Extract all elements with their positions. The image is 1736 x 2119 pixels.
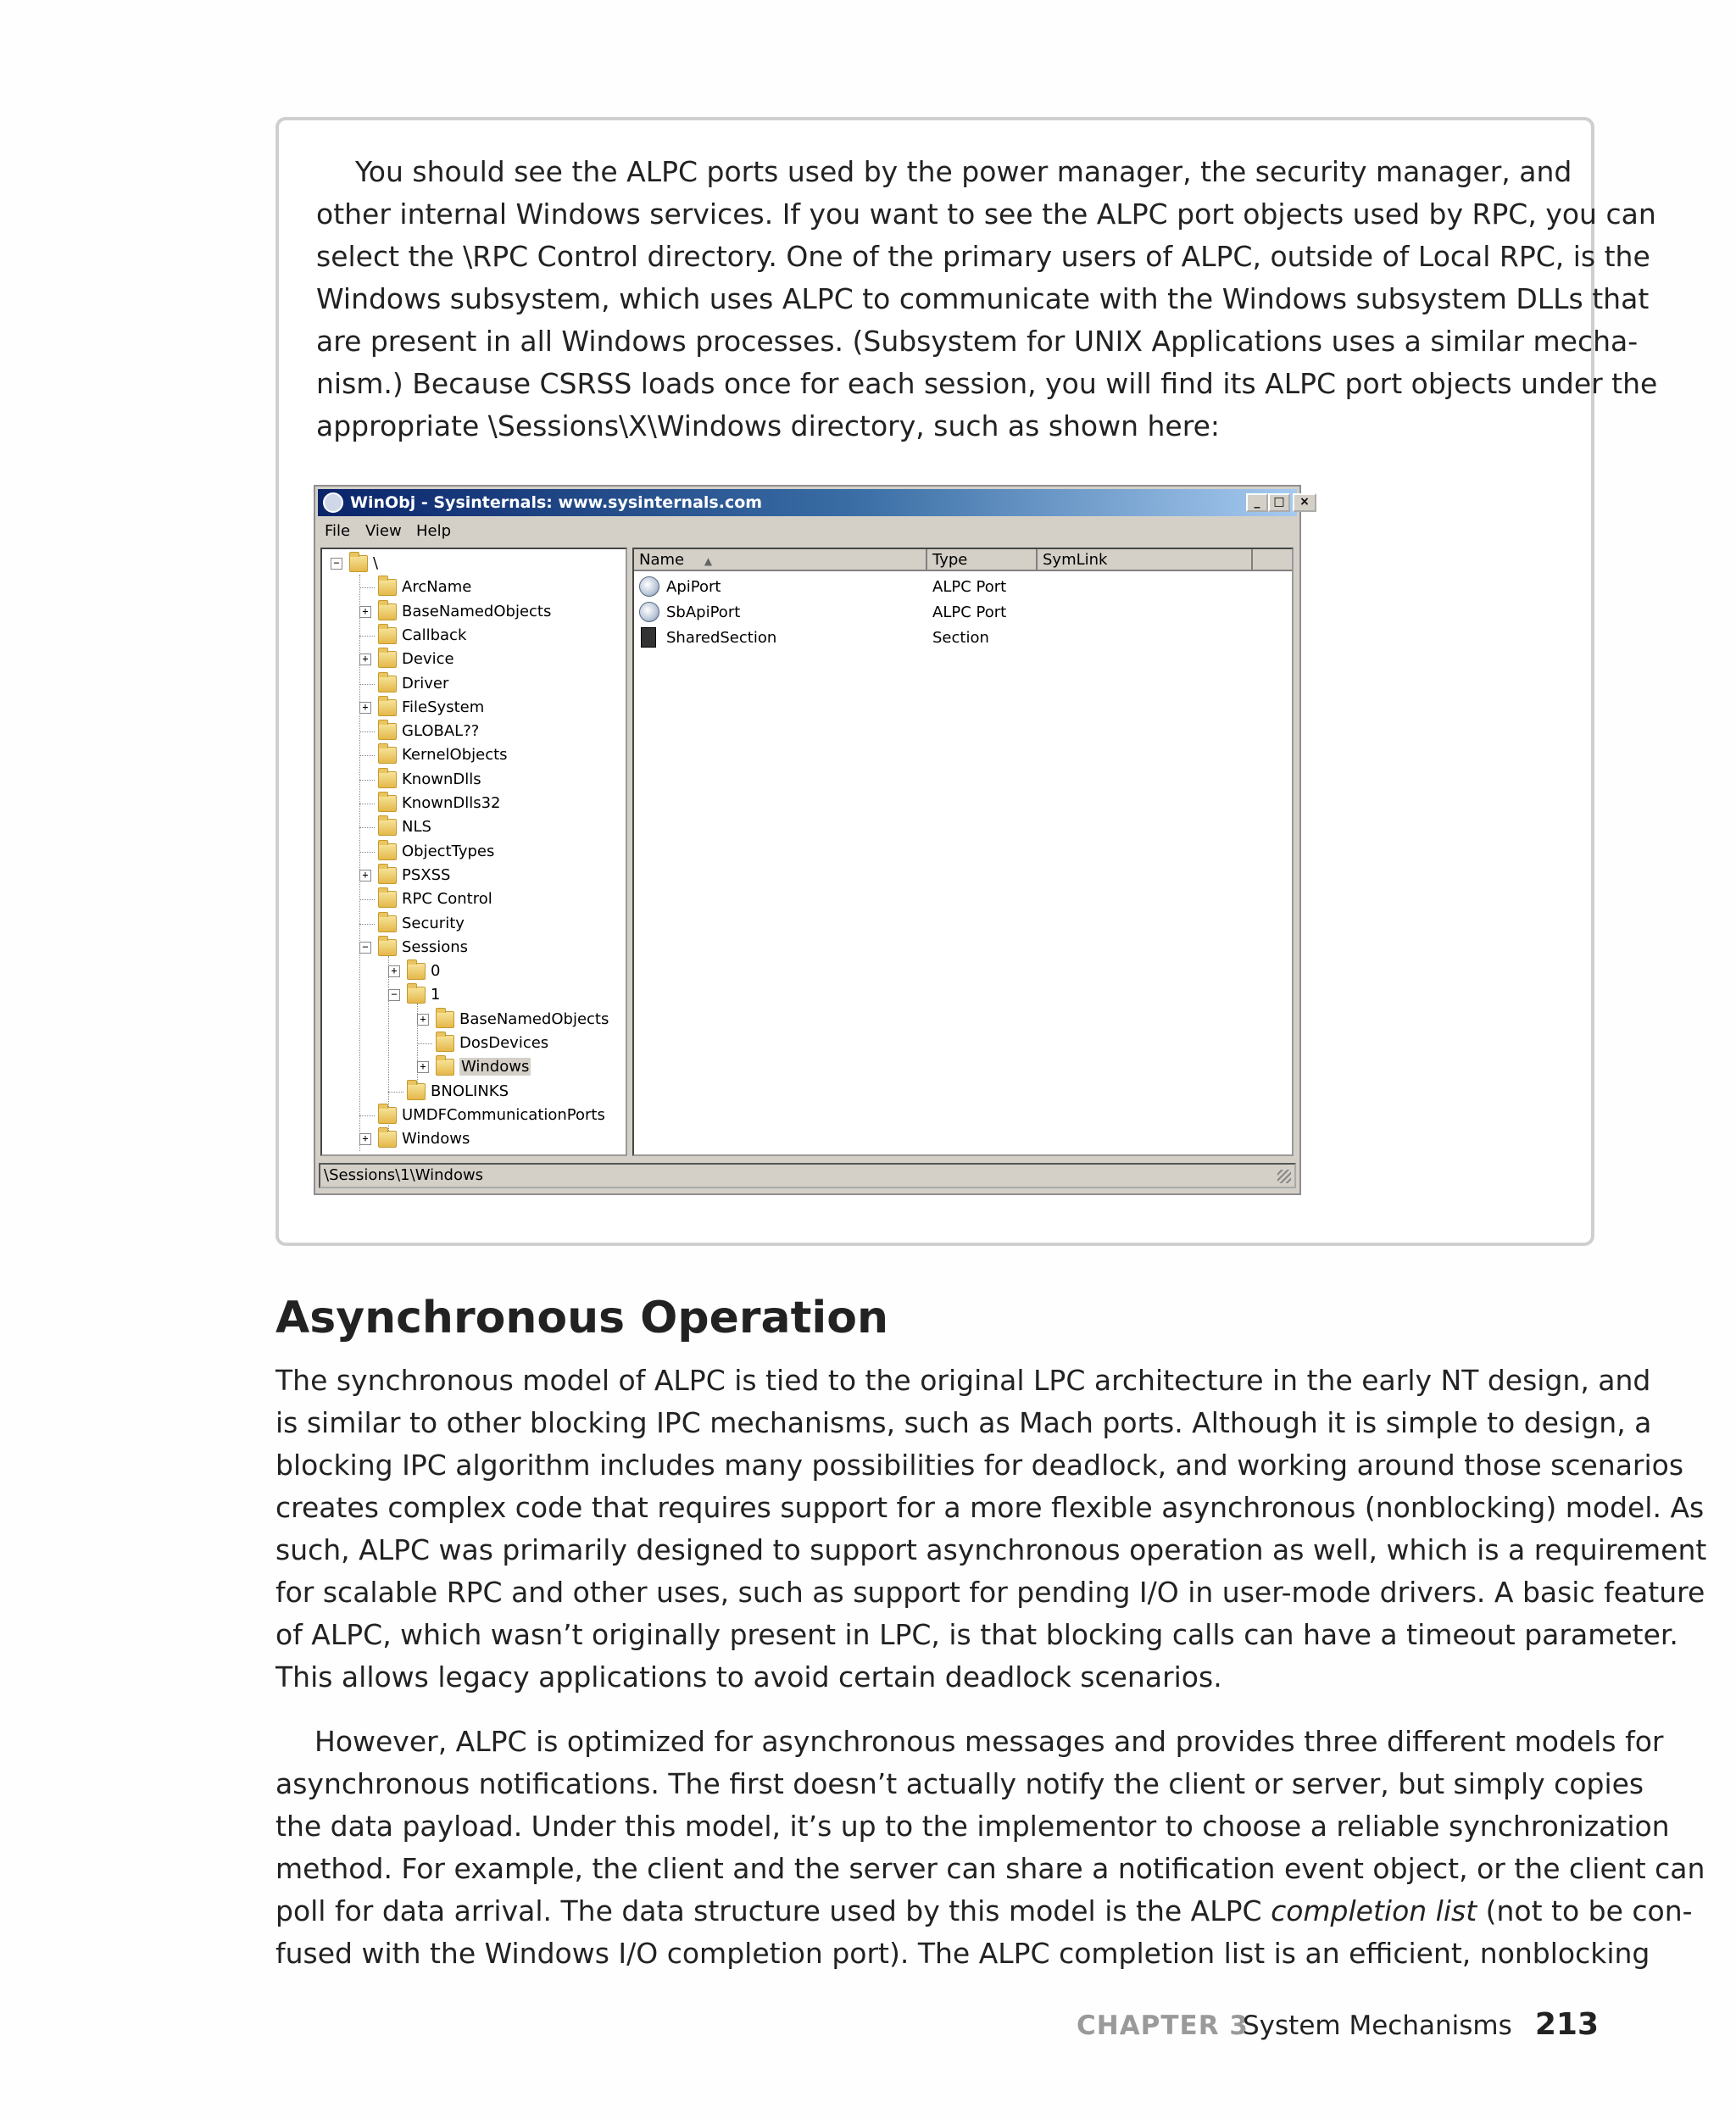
folder-icon bbox=[378, 699, 397, 716]
title-bar[interactable] bbox=[318, 489, 1310, 516]
tree-node-label: UMDFCommunicationPorts bbox=[402, 1105, 605, 1124]
folder-icon bbox=[378, 891, 397, 908]
tree-connector bbox=[359, 852, 375, 853]
tree-node-label: KnownDlls32 bbox=[402, 794, 501, 812]
tree-node-label: DosDevices bbox=[459, 1034, 549, 1052]
tree-node-label: Windows bbox=[402, 1130, 470, 1148]
text-run: (not to be con- bbox=[1477, 1894, 1693, 1927]
folder-icon bbox=[378, 819, 397, 836]
alpc-port-icon bbox=[639, 602, 659, 622]
object-tree[interactable] bbox=[320, 548, 627, 1156]
paragraph-line: method. For example, the client and the server can share a notification event object, or the client can bbox=[275, 1852, 1705, 1885]
column-symlink-label: SymLink bbox=[1043, 551, 1108, 569]
section-heading: Asynchronous Operation bbox=[275, 1293, 888, 1343]
row-type: ALPC Port bbox=[932, 603, 1007, 621]
paragraph-line: such, ALPC was primarily designed to support asynchronous operation as well, which is a requirement bbox=[275, 1533, 1707, 1566]
sidebar-line: appropriate \Sessions\X\Windows directory, such as shown here: bbox=[316, 409, 1220, 442]
paragraph-line: is similar to other blocking IPC mechanisms, such as Mach ports. Although it is simple to design, a bbox=[275, 1406, 1652, 1439]
folder-icon bbox=[407, 987, 426, 1004]
paragraph-line: However, ALPC is optimized for asynchronous messages and provides three different models for bbox=[314, 1725, 1664, 1758]
menu-file[interactable]: File bbox=[325, 522, 351, 540]
paragraph-1 bbox=[275, 1360, 1707, 1699]
folder-icon bbox=[378, 627, 397, 644]
paragraph-line: asynchronous notifications. The first doesn’t actually notify the client or server, but simply copies bbox=[275, 1767, 1644, 1800]
tree-connector bbox=[388, 1092, 403, 1093]
paragraph-line: This allows legacy applications to avoid certain deadlock scenarios. bbox=[275, 1660, 1222, 1694]
paragraph-line: the data payload. Under this model, it’s up to the implementor to choose a reliable synchronization bbox=[275, 1810, 1670, 1843]
sidebar-line: You should see the ALPC ports used by the power manager, the security manager, and bbox=[355, 155, 1572, 188]
footer-title: System Mechanisms bbox=[1243, 2011, 1512, 2041]
table-row[interactable] bbox=[634, 575, 1292, 600]
folder-icon bbox=[436, 1011, 454, 1028]
tree-node-label: \ bbox=[373, 554, 379, 572]
close-icon[interactable]: × bbox=[1293, 493, 1316, 512]
tree-connector bbox=[359, 636, 375, 637]
folder-icon bbox=[436, 1035, 454, 1052]
winobj-app-icon bbox=[323, 492, 343, 513]
sort-ascending-icon: ▲ bbox=[704, 555, 713, 567]
paragraph-line: for scalable RPC and other uses, such as support for pending I/O in user-mode drivers. A basic feature bbox=[275, 1576, 1705, 1609]
tree-connector bbox=[359, 755, 375, 756]
column-header-type[interactable] bbox=[927, 549, 1038, 571]
expand-icon[interactable]: + bbox=[359, 1133, 371, 1145]
row-type: Section bbox=[932, 629, 989, 647]
table-row[interactable] bbox=[634, 600, 1292, 626]
status-bar bbox=[319, 1163, 1296, 1188]
table-row[interactable] bbox=[634, 626, 1292, 651]
section-icon bbox=[641, 627, 656, 648]
menu-view[interactable]: View bbox=[365, 522, 402, 540]
object-list[interactable] bbox=[632, 548, 1294, 1156]
sidebar-line: select the \RPC Control directory. One of the primary users of ALPC, outside of Local RPC, is the bbox=[316, 240, 1650, 273]
tree-connector bbox=[417, 1043, 432, 1044]
tree-node-label: Sessions bbox=[402, 937, 469, 956]
folder-icon bbox=[378, 747, 397, 764]
row-name: SharedSection bbox=[666, 629, 777, 647]
tree-node-label: GLOBAL?? bbox=[402, 722, 480, 741]
tree-node-label: KernelObjects bbox=[402, 746, 508, 765]
paragraph-line: creates complex code that requires support for a more flexible asynchronous (nonblocking) model. As bbox=[275, 1491, 1705, 1524]
column-header-filler bbox=[1253, 549, 1294, 571]
tree-node-label: Security bbox=[402, 914, 465, 932]
folder-icon bbox=[378, 915, 397, 932]
tree-node-label: 1 bbox=[431, 986, 441, 1004]
tree-node-label: BaseNamedObjects bbox=[459, 1009, 609, 1028]
sidebar-line: nism.) Because CSRSS loads once for each session, you will find its ALPC port objects under the bbox=[316, 367, 1658, 400]
folder-icon bbox=[378, 1107, 397, 1124]
paragraph-2 bbox=[275, 1721, 1705, 1975]
folder-icon bbox=[378, 579, 397, 596]
row-name: SbApiPort bbox=[666, 603, 741, 621]
tree-node-label: Windows bbox=[461, 1058, 530, 1076]
tree-node-label: 0 bbox=[431, 962, 441, 981]
tree-node-label: ArcName bbox=[402, 578, 472, 597]
tree-node-label: FileSystem bbox=[402, 698, 485, 716]
folder-icon bbox=[378, 795, 397, 812]
column-type-label: Type bbox=[932, 551, 968, 569]
text-run: poll for data arrival. The data structure used by this model is the ALPC bbox=[275, 1894, 1271, 1927]
tree-node-label: RPC Control bbox=[402, 890, 492, 909]
alpc-port-icon bbox=[639, 576, 659, 597]
expand-icon[interactable]: + bbox=[359, 870, 371, 882]
collapse-icon[interactable]: − bbox=[331, 558, 342, 570]
sidebar-line: other internal Windows services. If you want to see the ALPC port objects used by RPC, you can bbox=[316, 197, 1656, 231]
tree-connector bbox=[359, 827, 375, 828]
folder-icon bbox=[407, 963, 426, 980]
column-header-name[interactable] bbox=[634, 549, 927, 571]
tree-connector bbox=[359, 780, 375, 781]
folder-icon bbox=[378, 603, 397, 620]
tree-connector bbox=[359, 1115, 375, 1116]
tree-connector bbox=[359, 731, 375, 732]
folder-icon bbox=[378, 771, 397, 788]
collapse-icon[interactable]: − bbox=[359, 942, 371, 954]
row-type: ALPC Port bbox=[932, 578, 1007, 596]
expand-icon[interactable]: + bbox=[417, 1061, 429, 1073]
column-header-symlink[interactable] bbox=[1038, 549, 1253, 571]
tree-node-label: KnownDlls bbox=[402, 770, 481, 788]
expand-icon[interactable]: + bbox=[417, 1014, 429, 1026]
row-name: ApiPort bbox=[666, 578, 721, 596]
folder-icon bbox=[378, 939, 397, 956]
menu-help[interactable]: Help bbox=[416, 522, 452, 540]
footer-chapter: CHAPTER 3 bbox=[1077, 2011, 1249, 2041]
folder-icon bbox=[378, 867, 397, 884]
folder-icon bbox=[378, 723, 397, 740]
folder-icon bbox=[407, 1083, 426, 1100]
folder-icon bbox=[378, 1131, 397, 1148]
tree-node-label: ObjectTypes bbox=[402, 842, 495, 860]
tree-node-label: Device bbox=[402, 650, 454, 669]
tree-node-label: PSXSS bbox=[402, 865, 451, 884]
window-title: WinObj - Sysinternals: www.sysinternals.com bbox=[350, 493, 763, 512]
tree-connector bbox=[359, 899, 375, 900]
maximize-icon[interactable]: □ bbox=[1268, 493, 1290, 512]
resize-grip-icon[interactable] bbox=[1277, 1170, 1291, 1183]
expand-icon[interactable]: + bbox=[388, 965, 400, 977]
minimize-icon[interactable]: _ bbox=[1246, 493, 1268, 512]
column-name-label: Name bbox=[639, 551, 685, 569]
tree-connector bbox=[359, 924, 375, 925]
paragraph-line: blocking IPC algorithm includes many possibilities for deadlock, and working around those scenarios bbox=[275, 1449, 1684, 1482]
winobj-window bbox=[314, 485, 1310, 1195]
menu-bar bbox=[318, 519, 1297, 544]
expand-icon[interactable]: + bbox=[359, 606, 371, 618]
expand-icon[interactable]: + bbox=[359, 702, 371, 714]
page-number: 213 bbox=[1534, 2007, 1599, 2042]
tree-connector bbox=[359, 684, 375, 685]
paragraph-line: The synchronous model of ALPC is tied to the original LPC architecture in the early NT design, and bbox=[275, 1364, 1651, 1397]
expand-icon[interactable]: + bbox=[359, 653, 371, 665]
status-path: \Sessions\1\Windows bbox=[324, 1166, 484, 1184]
folder-icon bbox=[436, 1059, 454, 1076]
folder-icon bbox=[378, 676, 397, 692]
paragraph-line: fused with the Windows I/O completion port). The ALPC completion list is an efficient, nonblocking bbox=[275, 1937, 1650, 1970]
tree-connector bbox=[359, 587, 375, 588]
tree-node-label: Driver bbox=[402, 674, 449, 692]
paragraph-line bbox=[275, 1890, 1693, 1933]
italic-term: completion list bbox=[1271, 1894, 1477, 1927]
sidebar-paragraph bbox=[316, 151, 1658, 448]
tree-node-label: NLS bbox=[402, 818, 431, 837]
tree-node-label: BNOLINKS bbox=[431, 1082, 509, 1100]
collapse-icon[interactable]: − bbox=[388, 989, 400, 1001]
tree-node-label: BaseNamedObjects bbox=[402, 602, 552, 620]
sidebar-line: Windows subsystem, which uses ALPC to communicate with the Windows subsystem DLLs that bbox=[316, 282, 1650, 315]
tree-node-label: Callback bbox=[402, 626, 467, 644]
paragraph-line: of ALPC, which wasn’t originally present in LPC, is that blocking calls can have a timeout parameter. bbox=[275, 1618, 1678, 1651]
page-footer bbox=[1077, 2005, 1599, 2043]
folder-icon bbox=[378, 843, 397, 860]
folder-icon bbox=[349, 555, 368, 572]
folder-icon bbox=[378, 651, 397, 668]
sidebar-line: are present in all Windows processes. (Subsystem for UNIX Applications uses a similar mecha- bbox=[316, 325, 1639, 358]
